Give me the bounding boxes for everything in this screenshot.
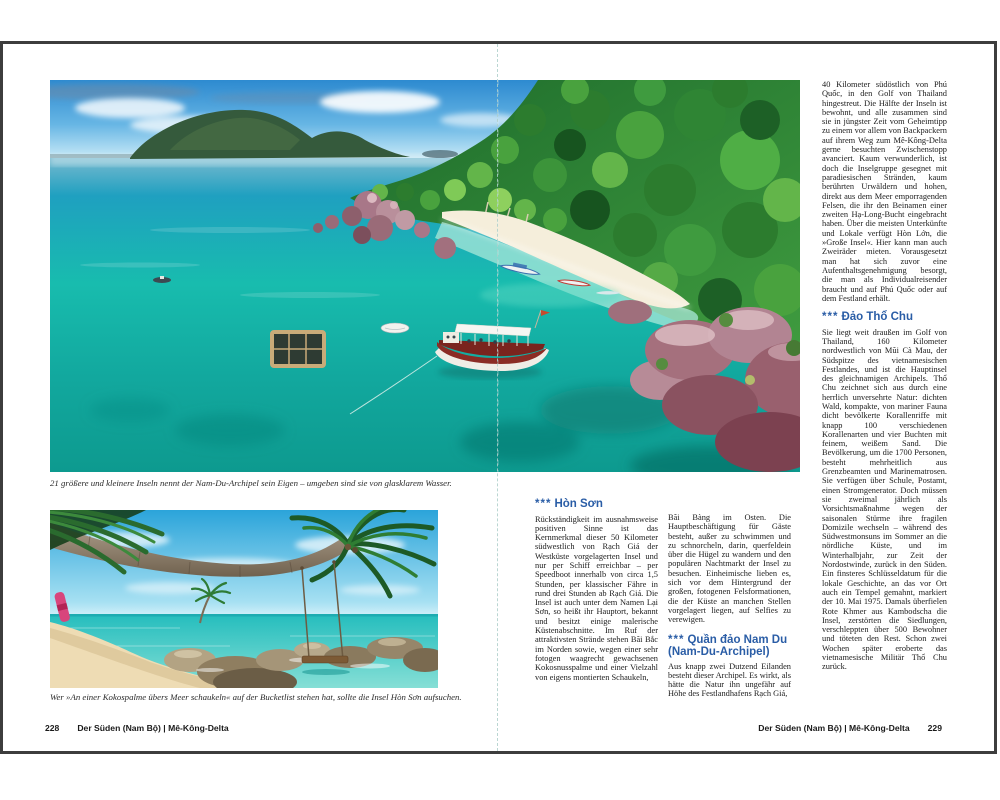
rating-stars: *** [535, 498, 552, 510]
tho-chu-body: Sie liegt weit draußen im Golf von Thailand, 160 Kilometer nordwestlich von Mũi Cà Mau, der Südspitze des vietnamesischen Festlandes, und ist die Hauptinsel des gleichnamigen Archipels. Thổ Chu zeichnet sich aus durch eine herrlich unversehrte Natur: dichten Wald, kompakte, von mariner Fauna dicht bevölkerte Korallenriffe mit knapp 100 verschiedenen Korallenarten und vier Buchten mit feinem, weißem Sand. Die Bevölkerung, um die 1700 Personen, besteht mehrheitlich aus Grenzbeamten und Marinematrosen. Sie verfügen über Schule, Postamt, einen Stromgenerator. Doch müssen sie zweimal jährlich als Vorsichtsmaßnahme wegen der saisonalen Stürme ihre fragilen Domizile wechseln – während des Südwestmonsuns im Sommer an die nördliche Küste, und im Winterhalbjahr, zur Zeit der Nordostwinde, zurück in den Süden. Ein finsteres Schlüsseldatum für die lokale Geschichte, an das vor Ort auch ein Tempel gemahnt, markiert der 10. Mai 1975. Damals überfielen Rote Khmer aus Kambodscha die Insel, zerstörten die Siedlungen, verschleppten über 500 Bewohner und töteten den Rest. Schon zwei Wochen später eroberte das vietnamesische Militär Thổ Chu zurück. [822, 327, 947, 672]
footer-chapter-title: Der Süden (Nam Bộ) | Mê-Kông-Delta [758, 723, 910, 733]
page-number-228: 228 [45, 723, 60, 733]
article-column-hon-son [535, 498, 658, 682]
palm-swing-photo-illustration [50, 510, 438, 688]
hon-son-title: Hòn Sơn [554, 498, 603, 510]
hon-son-heading [535, 498, 658, 511]
page-number-229: 229 [927, 723, 942, 733]
book-spread [0, 41, 997, 754]
left-page-footer [45, 723, 229, 733]
secondary-photo [50, 510, 438, 688]
nam-du-heading [668, 634, 791, 659]
nam-du-body-part1: Aus knapp zwei Dutzend Eilanden besteht dieser Archipel. Es wirkt, als hätte die Natur ihn ungefähr auf Höhe des Festlandhafens Rạch Giá, [668, 661, 791, 699]
footer-chapter-title: Der Süden (Nam Bộ) | Mê-Kông-Delta [77, 723, 229, 733]
article-column-nam-du [668, 498, 791, 699]
photo-caption-main: 21 größere und kleinere Inseln nennt der Nam-Du-Archipel sein Eigen – umgeben sind sie von glasklarem Wasser. [50, 478, 452, 488]
tho-chu-heading [822, 311, 947, 324]
hon-son-body-part1: Rückständigkeit im ausnahmsweise positiven Sinne ist das Kernmerkmal dieser 50 Kilometer südwestlich von Rạch Giá der Westküste vorgelagerten Insel und nur per Schiff erreichbar – per Speedboot innerhalb von circa 1,5 Stunden, per klassischer Fähre in rund drei Stunden ab Rạch Giá. Die Insel ist auch unter dem Namen Lại Sơn, so heißt ihr Hauptort, bekannt und besitzt einige malerische Küstenabschnitte. Im Ruf der attraktivsten Strände stehen Bãi Bắc im Norden sowie, wegen einer sehr fotogen waagrecht gewachsenen Kokosnusspalme und einer Vielzahl von eigens montierten Schaukeln, [535, 514, 658, 682]
aquaculture-platform [272, 332, 324, 366]
nam-du-body-part2: 40 Kilometer südöstlich von Phú Quốc, in den Golf von Thailand hingestreut. Die Hälfte der Inseln ist bewohnt, und alle zusammen sind sie in jüngster Zeit vom Geheimtipp zu einem vor allem von Backpackern auf ihrem Weg zum Mê-Kông-Delta gerne besuchten Zwischenstopp avanciert. Kaum verwunderlich, ist doch die Inselgruppe gesegnet mit paradiesischen Stränden, kaum berührten Urwäldern und hohen, direkt aus dem Meer emporragenden Felsen, die ihr den Beinamen einer zweiten Hạ-Long-Bucht eingebracht haben. Über die meisten Unterkünfte und Lokale verfügt Hòn Lớn, die »Große Insel«. Hier kann man auch Zweiräder mieten. Vorausgesetzt man hat sich zuvor eine Aufenthaltsgenehmigung besorgt, die man als Individualreisender braucht und auf Phú Quốc oder auf dem Festland erhält. [822, 80, 947, 303]
right-page-footer [758, 723, 942, 733]
hon-son-body-part2: Bãi Bàng im Osten. Die Hauptbeschäftigung für Gäste besteht, außer zu schwimmen und zu schnorcheln, darin, querfeldein über die Hügel zu wandern und den populären Nachtmarkt der Insel zu besuchen. Einheimische lieben es, sich vor dem Hintergrund der großen, fotogenen Felsformationen, die der Küste an manchen Stellen vorgelagert liegen, auf Selfies zu verewigen. [668, 513, 791, 625]
article-column-tho-chu [822, 80, 947, 672]
gutter-fold-line [497, 44, 498, 751]
photo-caption-secondary: Wer »An einer Kokospalme übers Meer schaukeln« auf der Bucketlist stehen hat, sollte die Insel Hòn Sơn aufsuchen. [50, 692, 462, 702]
rating-stars: *** [668, 633, 685, 646]
tho-chu-title: Đảo Thổ Chu [841, 311, 913, 324]
nam-du-title: Quần đảo Nam Du (Nam-Du-Archipel) [668, 633, 788, 659]
aerial-island-photo-illustration [50, 80, 800, 472]
main-photo [50, 80, 800, 472]
rating-stars: *** [822, 311, 839, 324]
